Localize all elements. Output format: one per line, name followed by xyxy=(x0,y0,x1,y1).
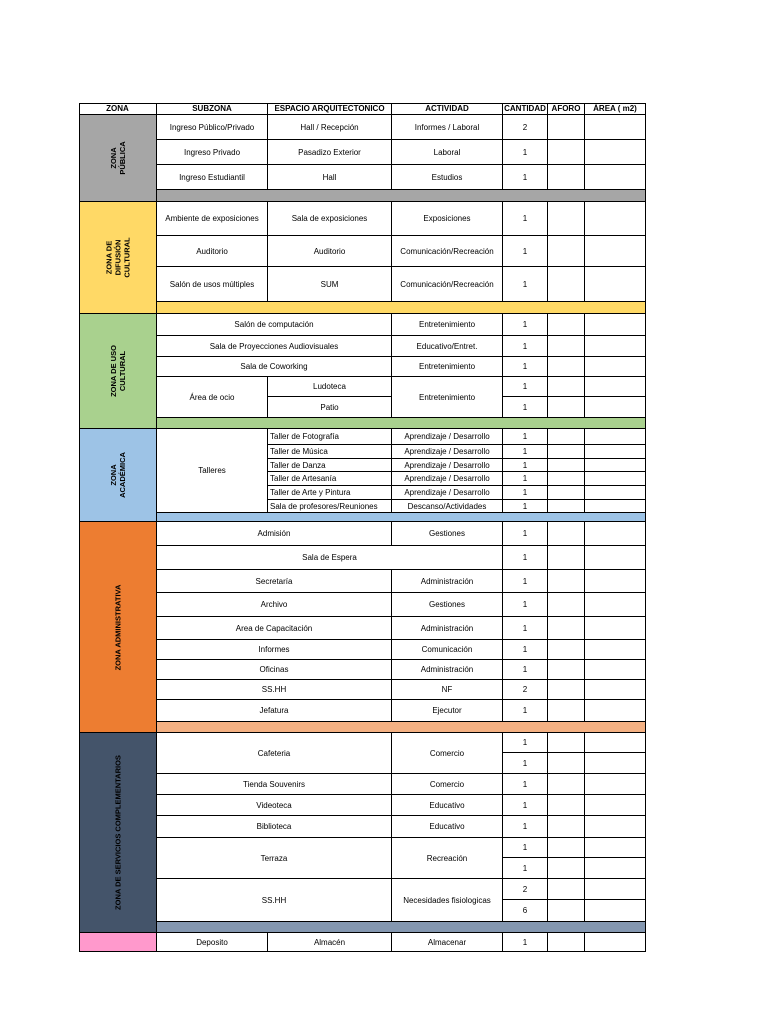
actividad-cell: Administración xyxy=(392,617,503,640)
area-cell xyxy=(585,500,646,513)
header-cantidad: CANTIDAD xyxy=(503,103,548,115)
cantidad-cell: 1 xyxy=(503,377,548,397)
aforo-cell xyxy=(548,858,585,879)
header-espacio: ESPACIO ARQUITECTONICO xyxy=(268,103,392,115)
subzona-cell: Salón de usos múltiples xyxy=(157,267,268,302)
espacio-cell: Ludoteca xyxy=(268,377,392,397)
aforo-cell xyxy=(548,336,585,357)
area-cell xyxy=(585,236,646,267)
aforo-cell xyxy=(548,236,585,267)
actividad-cell: Aprendizaje / Desarrollo xyxy=(392,445,503,459)
aforo-cell xyxy=(548,357,585,377)
actividad-cell: Comercio xyxy=(392,774,503,795)
area-cell xyxy=(585,570,646,593)
actividad-cell: Aprendizaje / Desarrollo xyxy=(392,472,503,486)
aforo-cell xyxy=(548,472,585,486)
aforo-cell xyxy=(548,795,585,816)
area-cell xyxy=(585,816,646,838)
area-cell xyxy=(585,397,646,418)
actividad-cell: Comunicación xyxy=(392,640,503,660)
espacio-cell: Taller de Danza xyxy=(268,459,392,472)
area-cell xyxy=(585,202,646,236)
area-cell xyxy=(585,459,646,472)
area-cell xyxy=(585,357,646,377)
zone-publica xyxy=(79,115,157,202)
espacio-cell: Cafeteria xyxy=(157,733,392,774)
espacio-cell: Archivo xyxy=(157,593,392,617)
zone-label: ZONA ACADÉMICA xyxy=(108,452,127,498)
actividad-cell: Educativo/Entret. xyxy=(392,336,503,357)
espacio-cell: Hall xyxy=(268,165,392,190)
area-cell xyxy=(585,858,646,879)
cantidad-cell: 1 xyxy=(503,570,548,593)
cantidad-cell: 1 xyxy=(503,816,548,838)
subzona-cell: Ingreso Privado xyxy=(157,140,268,165)
subzona-cell: Ambiente de exposiciones xyxy=(157,202,268,236)
aforo-cell xyxy=(548,680,585,700)
program-table xyxy=(79,103,646,952)
actividad-cell: Descanso/Actividades xyxy=(392,500,503,513)
actividad-cell: Gestiones xyxy=(392,522,503,546)
cantidad-cell: 2 xyxy=(503,879,548,900)
cantidad-cell: 1 xyxy=(503,267,548,302)
area-cell xyxy=(585,546,646,570)
espacio-cell: Taller de Fotografía xyxy=(268,429,392,445)
cantidad-cell: 1 xyxy=(503,700,548,722)
aforo-cell xyxy=(548,900,585,922)
aforo-cell xyxy=(548,500,585,513)
area-cell xyxy=(585,593,646,617)
cantidad-cell: 1 xyxy=(503,753,548,774)
cantidad-cell: 1 xyxy=(503,546,548,570)
cantidad-cell: 2 xyxy=(503,115,548,140)
subzona-cell: Ingreso Estudiantil xyxy=(157,165,268,190)
espacio-cell: Oficinas xyxy=(157,660,392,680)
espacio-cell: Videoteca xyxy=(157,795,392,816)
aforo-cell xyxy=(548,397,585,418)
actividad-cell: Gestiones xyxy=(392,593,503,617)
aforo-cell xyxy=(548,660,585,680)
area-cell xyxy=(585,680,646,700)
cantidad-cell: 1 xyxy=(503,933,548,952)
zone-complementarios xyxy=(79,733,157,933)
espacio-cell: Admisión xyxy=(157,522,392,546)
area-cell xyxy=(585,933,646,952)
area-cell xyxy=(585,753,646,774)
espacio-cell: Terraza xyxy=(157,838,392,879)
area-cell xyxy=(585,429,646,445)
espacio-cell: Informes xyxy=(157,640,392,660)
subzona-cell: Deposito xyxy=(157,933,268,952)
actividad-cell: Comunicación/Recreación xyxy=(392,236,503,267)
subzona-cell: Ingreso Público/Privado xyxy=(157,115,268,140)
area-cell xyxy=(585,472,646,486)
actividad-cell: Aprendizaje / Desarrollo xyxy=(392,486,503,500)
espacio-cell: Pasadizo Exterior xyxy=(268,140,392,165)
espacio-cell: Sala de Proyecciones Audiovisuales xyxy=(157,336,392,357)
aforo-cell xyxy=(548,140,585,165)
espacio-cell: Almacén xyxy=(268,933,392,952)
cantidad-cell: 1 xyxy=(503,357,548,377)
cantidad-cell: 1 xyxy=(503,397,548,418)
separator-administrativa xyxy=(157,722,646,733)
separator-publica xyxy=(157,190,646,202)
aforo-cell xyxy=(548,522,585,546)
aforo-cell xyxy=(548,165,585,190)
cantidad-cell: 1 xyxy=(503,486,548,500)
subzona-cell: Área de ocio xyxy=(157,377,268,418)
aforo-cell xyxy=(548,774,585,795)
cantidad-cell: 2 xyxy=(503,680,548,700)
aforo-cell xyxy=(548,267,585,302)
aforo-cell xyxy=(548,445,585,459)
zone-deposito xyxy=(79,933,157,952)
area-cell xyxy=(585,660,646,680)
cantidad-cell: 1 xyxy=(503,617,548,640)
cantidad-cell: 1 xyxy=(503,472,548,486)
cantidad-cell: 1 xyxy=(503,336,548,357)
cantidad-cell: 1 xyxy=(503,838,548,858)
actividad-cell: Administración xyxy=(392,660,503,680)
aforo-cell xyxy=(548,617,585,640)
espacio-cell: Sala de profesores/Reuniones xyxy=(268,500,392,513)
separator-uso-cultural xyxy=(157,418,646,429)
cantidad-cell: 1 xyxy=(503,500,548,513)
area-cell xyxy=(585,879,646,900)
cantidad-cell: 1 xyxy=(503,459,548,472)
cantidad-cell: 1 xyxy=(503,314,548,336)
separator-academica xyxy=(157,513,646,522)
aforo-cell xyxy=(548,753,585,774)
actividad-cell: Comunicación/Recreación xyxy=(392,267,503,302)
zone-label: ZONA ADMINISTRATIVA xyxy=(113,584,122,670)
header-area: ÁREA ( m2) xyxy=(585,103,646,115)
subzona-cell: Talleres xyxy=(157,429,268,513)
area-cell xyxy=(585,314,646,336)
actividad-cell: Aprendizaje / Desarrollo xyxy=(392,459,503,472)
aforo-cell xyxy=(548,700,585,722)
area-cell xyxy=(585,165,646,190)
separator-difusion xyxy=(157,302,646,314)
area-cell xyxy=(585,267,646,302)
espacio-cell: Sala de Coworking xyxy=(157,357,392,377)
cantidad-cell: 1 xyxy=(503,445,548,459)
actividad-cell: Recreación xyxy=(392,838,503,879)
actividad-cell: Educativo xyxy=(392,816,503,838)
cantidad-cell: 1 xyxy=(503,522,548,546)
header-aforo: AFORO xyxy=(548,103,585,115)
actividad-cell: Laboral xyxy=(392,140,503,165)
area-cell xyxy=(585,445,646,459)
cantidad-cell: 1 xyxy=(503,774,548,795)
espacio-cell: Taller de Artesanía xyxy=(268,472,392,486)
area-cell xyxy=(585,522,646,546)
aforo-cell xyxy=(548,486,585,500)
espacio-cell: Auditorio xyxy=(268,236,392,267)
zone-difusion xyxy=(79,202,157,314)
zone-label: ZONA DE SERVICIOS COMPLEMENTARIOS xyxy=(113,755,122,910)
espacio-cell: Salón de computación xyxy=(157,314,392,336)
header-actividad: ACTIVIDAD xyxy=(392,103,503,115)
cantidad-cell: 6 xyxy=(503,900,548,922)
espacio-cell: Taller de Música xyxy=(268,445,392,459)
area-cell xyxy=(585,700,646,722)
espacio-cell: Taller de Arte y Pintura xyxy=(268,486,392,500)
zone-label: ZONA DE USO CULTURAL xyxy=(108,345,127,397)
cantidad-cell: 1 xyxy=(503,640,548,660)
espacio-cell: Area de Capacitación xyxy=(157,617,392,640)
espacio-cell: Tienda Souvenirs xyxy=(157,774,392,795)
actividad-cell: Comercio xyxy=(392,733,503,774)
aforo-cell xyxy=(548,115,585,140)
actividad-cell: Ejecutor xyxy=(392,700,503,722)
zone-administrativa xyxy=(79,522,157,733)
aforo-cell xyxy=(548,570,585,593)
area-cell xyxy=(585,377,646,397)
espacio-cell: Jefatura xyxy=(157,700,392,722)
aforo-cell xyxy=(548,816,585,838)
cantidad-cell: 1 xyxy=(503,858,548,879)
aforo-cell xyxy=(548,640,585,660)
espacio-cell: Sala de exposiciones xyxy=(268,202,392,236)
actividad-cell: Aprendizaje / Desarrollo xyxy=(392,429,503,445)
area-cell xyxy=(585,640,646,660)
cantidad-cell: 1 xyxy=(503,795,548,816)
area-cell xyxy=(585,838,646,858)
aforo-cell xyxy=(548,593,585,617)
aforo-cell xyxy=(548,377,585,397)
area-cell xyxy=(585,336,646,357)
area-cell xyxy=(585,140,646,165)
aforo-cell xyxy=(548,429,585,445)
actividad-cell: Exposiciones xyxy=(392,202,503,236)
cantidad-cell: 1 xyxy=(503,165,548,190)
separator-complementarios xyxy=(157,922,646,933)
aforo-cell xyxy=(548,202,585,236)
zone-academica xyxy=(79,429,157,522)
header-zona: ZONA xyxy=(79,103,157,115)
espacio-cell: Biblioteca xyxy=(157,816,392,838)
actividad-cell: Entretenimiento xyxy=(392,357,503,377)
zone-uso-cultural xyxy=(79,314,157,429)
actividad-cell: Educativo xyxy=(392,795,503,816)
area-cell xyxy=(585,617,646,640)
area-cell xyxy=(585,486,646,500)
aforo-cell xyxy=(548,733,585,753)
area-cell xyxy=(585,795,646,816)
actividad-cell: NF xyxy=(392,680,503,700)
zone-label: ZONA PÚBLICA xyxy=(108,141,127,175)
cantidad-cell: 1 xyxy=(503,236,548,267)
header-subzona: SUBZONA xyxy=(157,103,268,115)
aforo-cell xyxy=(548,459,585,472)
actividad-cell: Informes / Laboral xyxy=(392,115,503,140)
cantidad-cell: 1 xyxy=(503,429,548,445)
espacio-cell: SS.HH xyxy=(157,680,392,700)
espacio-cell: SUM xyxy=(268,267,392,302)
zone-label: ZONA DE DIFUSIÓN CULTURAL xyxy=(104,237,131,278)
actividad-cell: Estudios xyxy=(392,165,503,190)
cantidad-cell: 1 xyxy=(503,593,548,617)
actividad-cell: Administración xyxy=(392,570,503,593)
cantidad-cell: 1 xyxy=(503,660,548,680)
actividad-cell: Necesidades fisiologicas xyxy=(392,879,503,922)
subzona-cell: Auditorio xyxy=(157,236,268,267)
actividad-cell: Almacenar xyxy=(392,933,503,952)
actividad-cell: Entretenimiento xyxy=(392,314,503,336)
area-cell xyxy=(585,900,646,922)
cantidad-cell: 1 xyxy=(503,733,548,753)
cantidad-cell: 1 xyxy=(503,140,548,165)
aforo-cell xyxy=(548,838,585,858)
espacio-cell: Sala de Espera xyxy=(157,546,503,570)
espacio-cell: Secretaría xyxy=(157,570,392,593)
aforo-cell xyxy=(548,314,585,336)
aforo-cell xyxy=(548,879,585,900)
espacio-cell: Patio xyxy=(268,397,392,418)
espacio-cell: SS.HH xyxy=(157,879,392,922)
espacio-cell: Hall / Recepción xyxy=(268,115,392,140)
area-cell xyxy=(585,774,646,795)
cantidad-cell: 1 xyxy=(503,202,548,236)
area-cell xyxy=(585,115,646,140)
aforo-cell xyxy=(548,933,585,952)
area-cell xyxy=(585,733,646,753)
actividad-cell: Entretenimiento xyxy=(392,377,503,418)
aforo-cell xyxy=(548,546,585,570)
